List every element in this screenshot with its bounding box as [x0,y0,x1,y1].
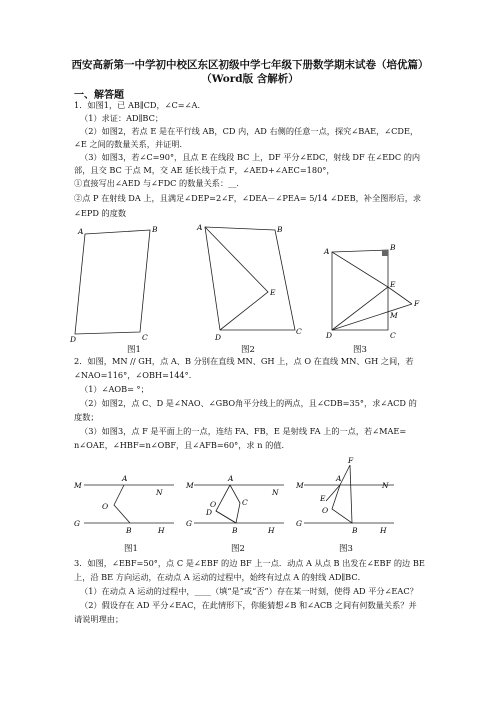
q3-line2: 上，沿 BE 方向运动，在动点 A 运动的过程中，始终有过点 A 的射线 AD∥BC． [74,572,366,582]
q1-fig2-label-e: E [270,288,276,297]
q3-line4: （2）假设存在 AD 平分∠EAC，在此情形下，你能猜想∠B 和∠ACB 之间有何数量关系？并 [80,600,417,610]
q1-caption-2: 图2 [241,345,255,355]
q2-fig2-label-m: M [186,481,194,490]
q2-fig2-label-d: D [206,508,213,517]
q2-fig1-label-b: B [126,526,132,535]
q2-fig1-label-o: O [102,502,109,511]
q2-part3b: n∠OAE，∠HBF=n∠OBF，且∠AFB=60°，求 n 的值． [74,440,290,450]
q1-figures [70,222,430,352]
q3-line3: （1）在动点 A 运动的过程中，____（填“是”或“否”）存在某一时刻，使得 AD 平分∠EAC？ [80,586,418,596]
q1-fig1-label-d: D [70,335,77,344]
q2-fig3-label-a: A [336,474,342,483]
q1-caption-3: 图3 [353,345,367,355]
q2-fig1-label-g: G [74,519,80,528]
q2-fig1-label-a: A [122,474,128,483]
q1-fig3-lines [332,252,388,330]
q2-fig3-label-h: H [380,526,387,535]
q2-fig3-label-n: N [382,481,389,490]
q1-fig3-label-a: A [324,247,330,256]
q2-caption-1: 图1 [124,544,138,554]
q2-fig3-label-o: O [322,506,329,515]
q1-fig3-label-f: F [414,299,420,308]
q2-fig3-label-f: F [348,457,354,465]
q1-fig2-label-d: D [215,333,222,342]
section-heading: 一、解答题 [74,90,124,101]
q1-part3a: （3）如图3，若∠C=90°，且点 E 在线段 BC 上，DF 平分∠EDC，射线 DF 在∠EDC 的内 [80,152,421,162]
q1-fig3-label-e: E [390,280,396,289]
q1-fig2-label-c: C [296,327,302,336]
q2-fig2-lines [216,485,240,523]
q2-part1: （1）∠AOB= °； [80,384,149,394]
q3-line1: 3．如图，∠EBF=50°，点 C 是∠EBF 的边 BF 上一点．动点 A 从点 B 出发在∠EBF 的边 BE [74,558,425,568]
q1-fig3-shape [332,250,388,330]
q2-fig3-label-b: B [352,526,358,535]
q2-part3a: （3）如图3，点 F 是平面上的一点，连结 FA、FB，E 是射线 FA 上的一点，若∠MAE= [80,426,407,436]
q1-fig1-label-b: B [152,225,158,234]
q2-caption-3: 图3 [339,544,353,554]
q1-fig1-label-c: C [142,333,148,342]
q1-fig3-label-c: C [390,331,396,340]
q2-fig1-label-n: N [156,488,163,497]
q3-line5: 请说明理由； [74,614,124,624]
q2-fig2-label-o: O [210,500,217,509]
q2-fig3-label-e: E [320,494,326,503]
q2-fig2-label-a: A [228,474,234,483]
q1-caption-1: 图1 [127,345,141,355]
q2-fig1-label-h: H [158,526,165,535]
q2-stem: 2．如图，MN // GH，点 A、B 分别在直线 MN、GH 上，点 O 在直线 MN、GH 之间，若 [74,356,414,366]
q1-part1: （1）求证：AD∥BC； [80,113,164,123]
q2-fig1-label-m: M [74,481,82,490]
q2-part2a: （2）如图2，点 C、D 是∠NAO、∠GBO角平分线上的两点，且∠CDB=35°，求∠ACD 的 [80,398,417,408]
q1-part2a: （2）如图2，若点 E 是在平行线 AB，CD 内，AD 右侧的任意一点，探究∠BAE，∠CDE， [80,126,419,136]
q1-fig3-label-b: B [390,243,396,252]
q2-fig2-label-c: C [242,498,248,507]
q1-fig3-label-m: M [390,311,398,320]
q2-fig3-lines [332,465,352,523]
q1-sub2: ②点 P 在射线 DA 上，且满足∠DEP=2∠F，∠DEA－∠PEA= 5/14 ∠DEB，补全图形后，求 [74,193,422,203]
q2-stem2: ∠NAO=116°，∠OBH=144°． [74,370,197,380]
q2-caption-2: 图2 [231,544,245,554]
q1-fig2-label-b: B [277,225,283,234]
q1-fig2-label-a: A [197,223,203,232]
q1-fig3-label-d: D [326,331,333,340]
q1-fig2-lines [205,227,268,330]
q1-fig3-ray [332,304,412,330]
q1-sub1: ①直接写出∠AED 与∠FDC 的数量关系：__． [74,178,245,188]
doc-subtitle: （Word版 含解析） [201,73,299,85]
q1-fig1-label-a: A [78,227,84,236]
q1-fig2-parallelogram [205,227,295,330]
q2-fig2-label-h: H [268,526,275,535]
q2-figures [70,457,430,543]
doc-title: 西安高新第一中学初中校区东区初级中学七年级下册数学期末试卷（培优篇） [71,59,429,71]
q2-fig3-label-m: M [296,481,304,490]
q2-fig2-label-b: B [232,526,238,535]
q2-part2b: 度数； [74,412,99,422]
q1-part3b: 部，且交 BC 于点 M，交 AE 延长线于点 F，∠AED+∠AEC=180°， [74,165,335,175]
q1-fig1-parallelogram [75,230,150,334]
q2-fig1-lines [114,485,130,523]
q1-sub2b: ∠EPD 的度数 [74,208,127,218]
q2-fig2-label-n: N [272,488,279,497]
q2-fig3-label-g: G [296,519,302,528]
q1-part2b: ∠E 之间的数量关系，并证明． [74,139,188,149]
q2-fig2-label-g: G [186,519,192,528]
q1-stem: 1．如图1，已 AB∥CD，∠C=∠A． [74,100,206,110]
